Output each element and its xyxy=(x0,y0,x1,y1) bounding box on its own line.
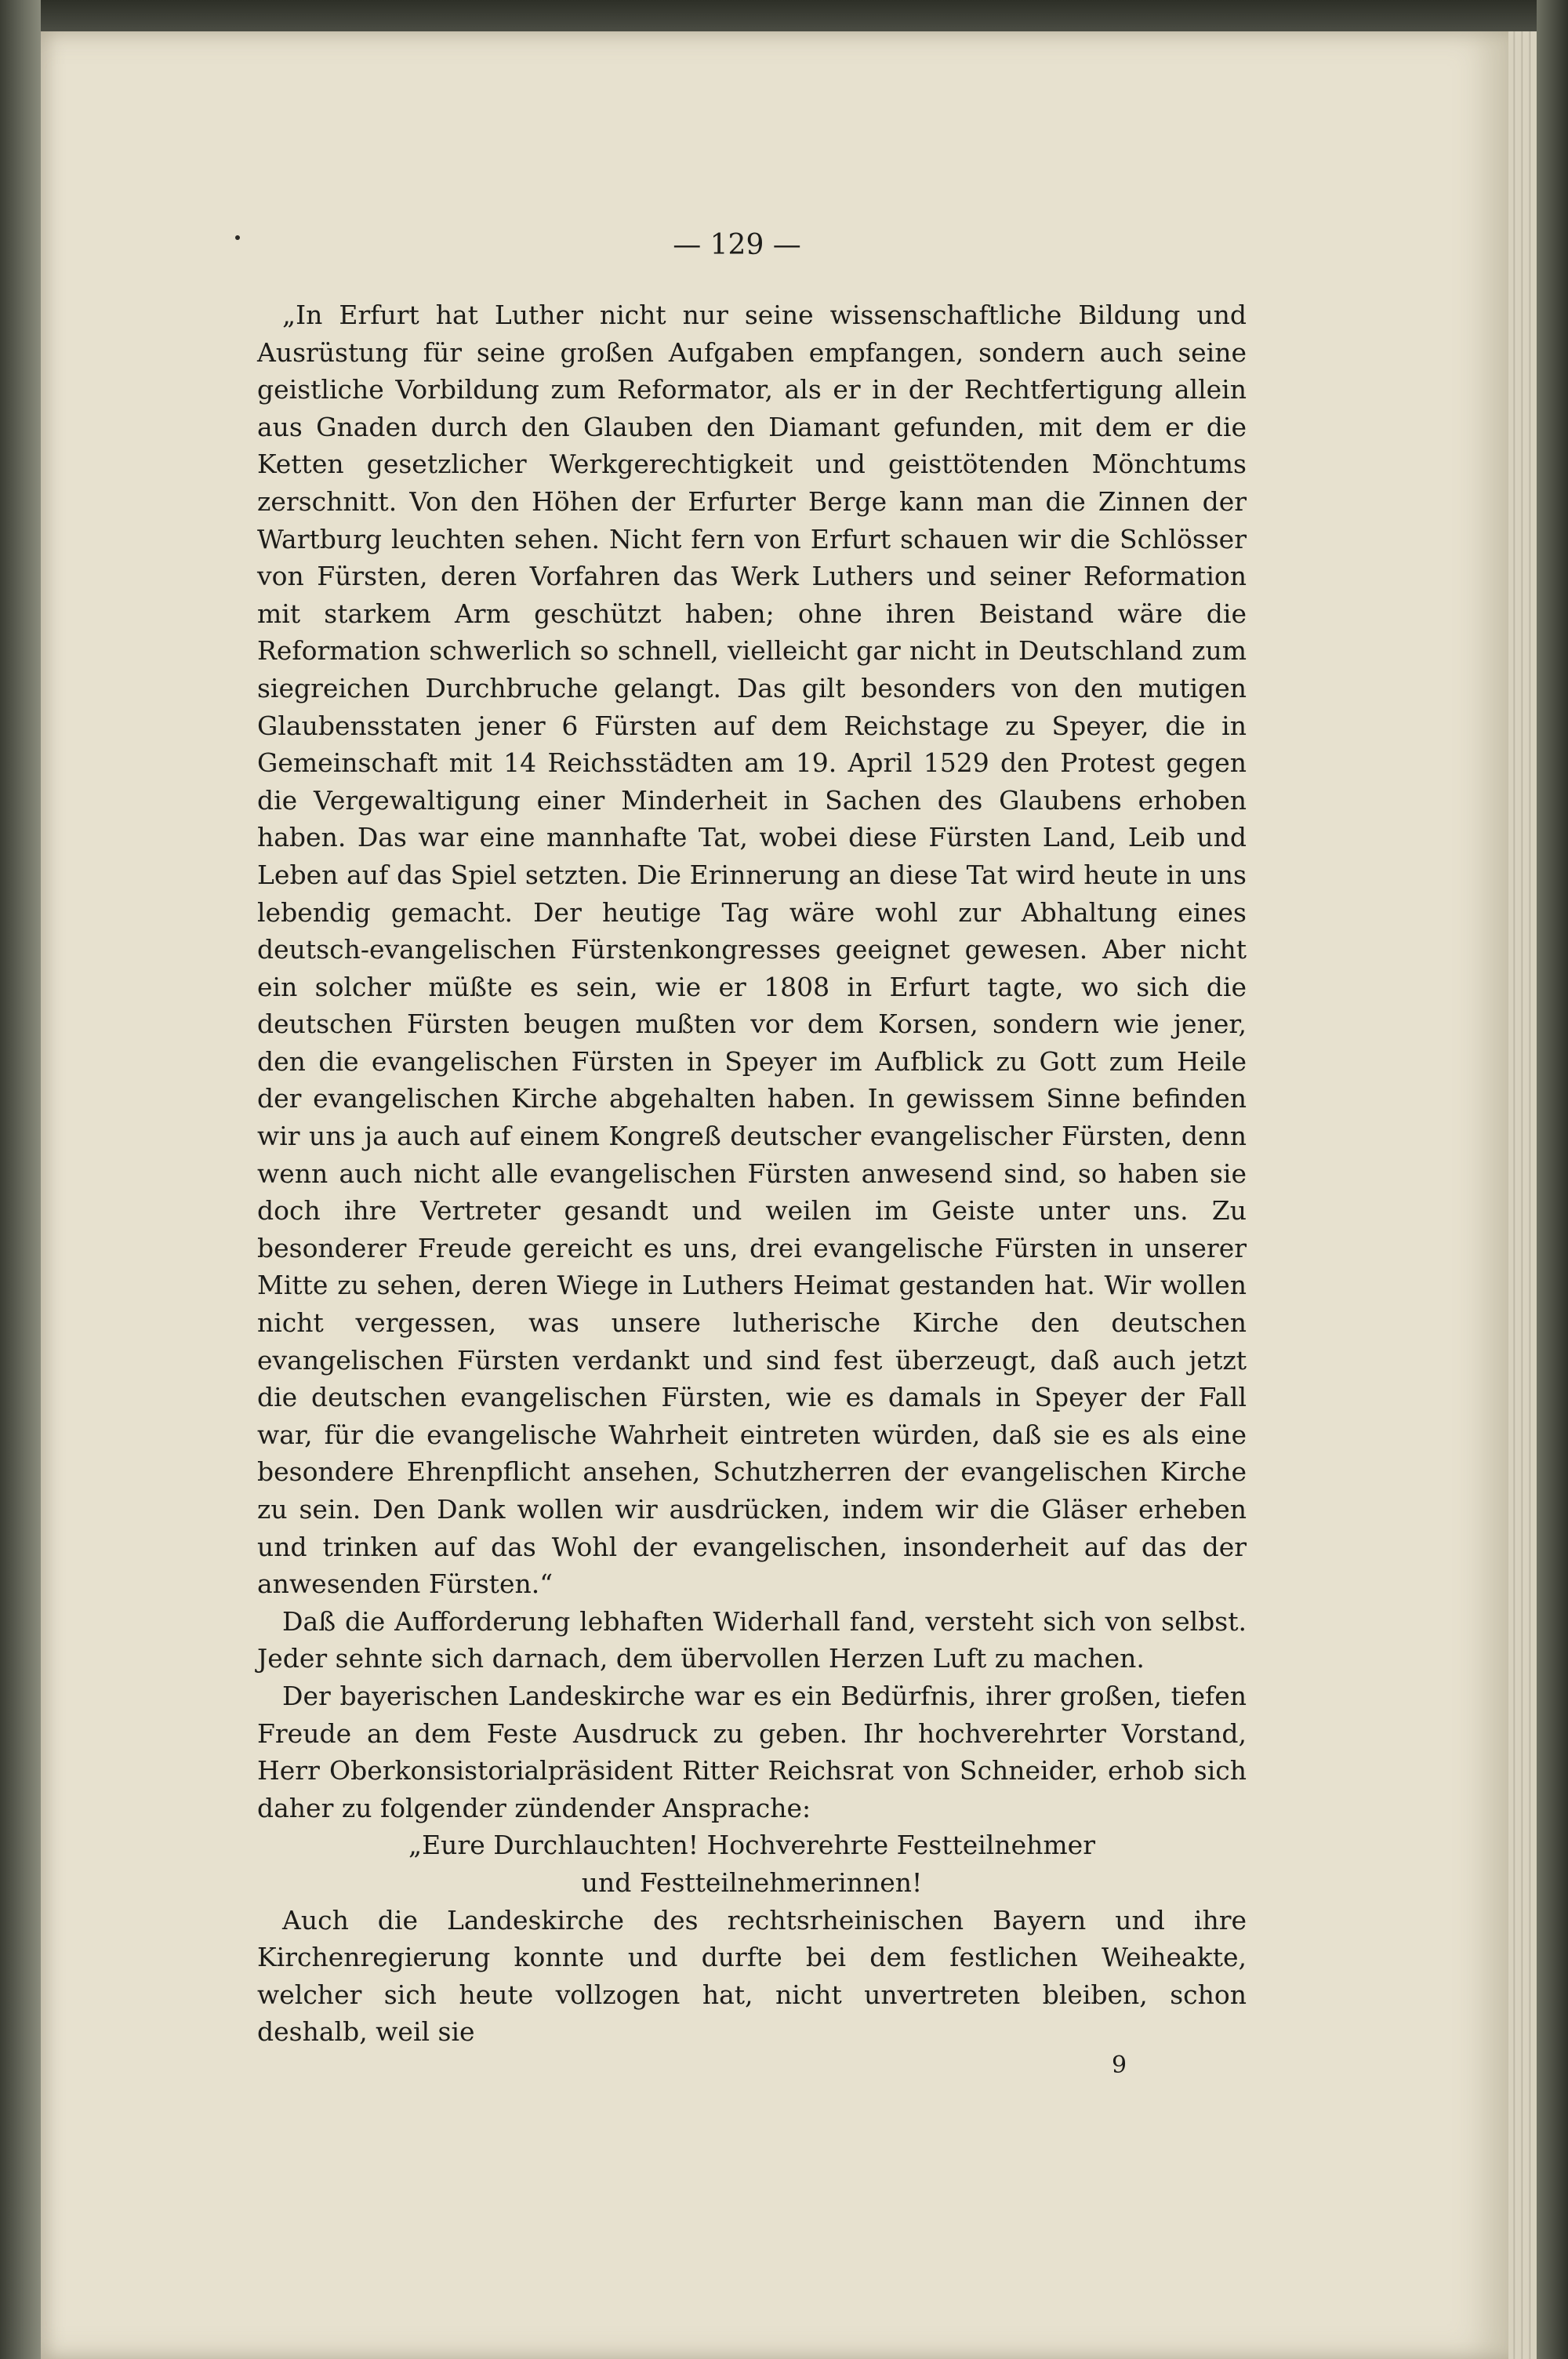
paragraph-final: Auch die Landeskirche des rechtsrheinischen Bayern und ihre Kirchenregierung konnte und durfte bei dem festlichen Weiheakte, welcher sich heute vollzogen hat, nicht unvertreten bleiben, schon deshalb, weil sie xyxy=(257,1904,1247,2048)
book-left-edge xyxy=(0,0,41,2359)
paragraph-introduction: Der bayerischen Landeskirche war es ein Bedürfnis, ihrer großen, tiefen Freude an dem Feste Ausdruck zu geben. Ihr hochverehrter Vorstand, Herr Oberkonsistorialpräsident Ritter Reichsrat von Schneider, erhob sich daher zu folgender zündender Ansprache: xyxy=(257,1680,1247,1823)
speech-greeting xyxy=(257,1826,1247,1901)
page-body xyxy=(257,296,1247,2051)
signature-mark: 9 xyxy=(1112,2052,1127,2079)
paragraph-response: Daß die Aufforderung lebhaften Widerhall fand, versteht sich von selbst. Jeder sehnte sich darnach, dem übervollen Herzen Luft zu machen. xyxy=(257,1605,1247,1674)
page-number: — 129 — xyxy=(673,229,801,261)
speech-greeting-line-1: „Eure Durchlauchten! Hochverehrte Festteilnehmer xyxy=(408,1830,1095,1861)
speech-greeting-line-2: und Festteilnehmerinnen! xyxy=(581,1866,923,1898)
paragraph-speech-erfurt: „In Erfurt hat Luther nicht nur seine wissenschaftliche Bildung und Ausrüstung für seine großen Aufgaben empfangen, sondern auch seine geistliche Vorbildung zum Reformator, als er in der Rechtfertigung allein aus Gnaden durch den Glauben den Diamant gefunden, mit dem er die Ketten gesetzlicher Werkgerechtigkeit und geisttötenden Mönchtums zerschnitt. Von den Höhen der Erfurter Berge kann man die Zinnen der Wartburg leuchten sehen. Nicht fern von Erfurt schauen wir die Schlösser von Fürsten, deren Vorfahren das Werk Luthers und seiner Reformation mit starkem Arm geschützt haben; ohne ihren Beistand wäre die Reformation schwerlich so schnell, vielleicht gar nicht in Deutschland zum siegreichen Durchbruche gelangt. Das gilt besonders von den mutigen Glaubensstaten jener 6 Fürsten auf dem Reichstage zu Speyer, die in Gemeinschaft mit 14 Reichsstädten am 19. April 1529 den Protest gegen die Vergewaltigung einer Minderheit in Sachen des Glaubens erhoben haben. Das war eine mannhafte Tat, wobei diese Fürsten Land, Leib und Leben auf das Spiel setzten. Die Erinnerung an diese Tat wird heute in uns lebendig gemacht. Der heutige Tag wäre wohl zur Abhaltung eines deutsch-evangelischen Fürstenkongresses geeignet gewesen. Aber nicht ein solcher müßte es sein, wie er 1808 in Erfurt tagte, wo sich die deutschen Fürsten beugen mußten vor dem Korsen, sondern wie jener, den die evangelischen Fürsten in Speyer im Aufblick zu Gott zum Heile der evangelischen Kirche abgehalten haben. In gewissem Sinne befinden wir uns ja auch auf einem Kongreß deutscher evangelischer Fürsten, denn wenn auch nicht alle evangelischen Fürsten anwesend sind, so haben sie doch ihre Vertreter gesandt und weilen im Geiste unter uns. Zu besonderer Freude gereicht es uns, drei evangelische Fürsten in unserer Mitte zu sehen, deren Wiege in Luthers Heimat gestanden hat. Wir wollen nicht vergessen, was unsere lutherische Kirche den deutschen evangelischen Fürsten verdankt und sind fest überzeugt, daß auch jetzt die deutschen evangelischen Fürsten, wie es damals in Speyer der Fall war, für die evangelische Wahrheit eintreten würden, daß sie es als eine besondere Ehrenpflicht ansehen, Schutzherren der evangelischen Kirche zu sein. Den Dank wollen wir ausdrücken, indem wir die Gläser erheben und trinken auf das Wohl der evangelischen, insonderheit auf das der anwesenden Fürsten.“ xyxy=(257,300,1247,1600)
ink-dot xyxy=(235,235,240,240)
scan-top-edge xyxy=(0,0,1568,31)
book-binding xyxy=(1537,0,1568,2359)
